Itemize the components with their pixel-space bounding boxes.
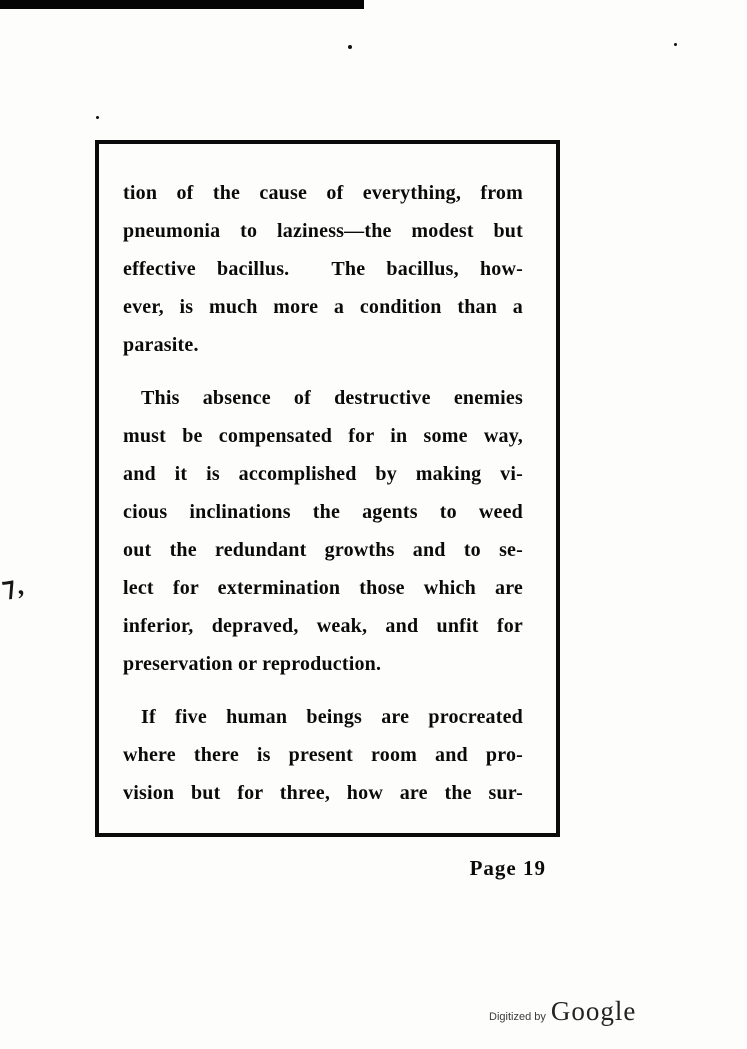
text-line: parasite. xyxy=(123,334,199,356)
text-line: vision but for three, how are the sur- xyxy=(123,782,523,804)
text-line: cious inclinations the agents to weed xyxy=(123,501,523,523)
text-line: pneumonia to laziness—the modest but xyxy=(123,220,523,242)
scan-speck xyxy=(348,45,352,49)
page-border-frame xyxy=(95,140,560,837)
text-line: out the redundant growths and to se- xyxy=(123,539,523,561)
scan-artifact-top-bar xyxy=(0,0,364,9)
google-logotype: Google xyxy=(550,996,637,1026)
digitized-by-label: Digitized by xyxy=(489,1011,546,1023)
text-line: This absence of destructive enemies xyxy=(141,387,523,409)
text-line: If five human beings are procreated xyxy=(141,706,523,728)
digitization-credit xyxy=(489,996,636,1027)
text-line: effective bacillus. The bacillus, how- xyxy=(123,258,523,280)
text-line: lect for extermination those which are xyxy=(123,577,523,599)
text-line: ever, is much more a condition than a xyxy=(123,296,523,318)
text-line: preservation or reproduction. xyxy=(123,653,382,675)
page-number-row xyxy=(95,856,560,881)
paragraph xyxy=(123,379,523,683)
handwritten-margin-mark: ⁊, xyxy=(0,570,28,603)
text-line: and it is accomplished by making vi- xyxy=(123,463,523,485)
text-line: where there is present room and pro- xyxy=(123,744,523,766)
text-line: tion of the cause of everything, from xyxy=(123,182,523,204)
page-number: Page 19 xyxy=(469,856,546,880)
paragraph xyxy=(123,174,523,364)
scan-speck xyxy=(96,116,99,119)
text-block xyxy=(123,174,523,812)
paragraph xyxy=(123,698,523,812)
scan-speck xyxy=(674,43,677,46)
text-line: must be compensated for in some way, xyxy=(123,425,523,447)
text-line: inferior, depraved, weak, and unfit for xyxy=(123,615,523,637)
